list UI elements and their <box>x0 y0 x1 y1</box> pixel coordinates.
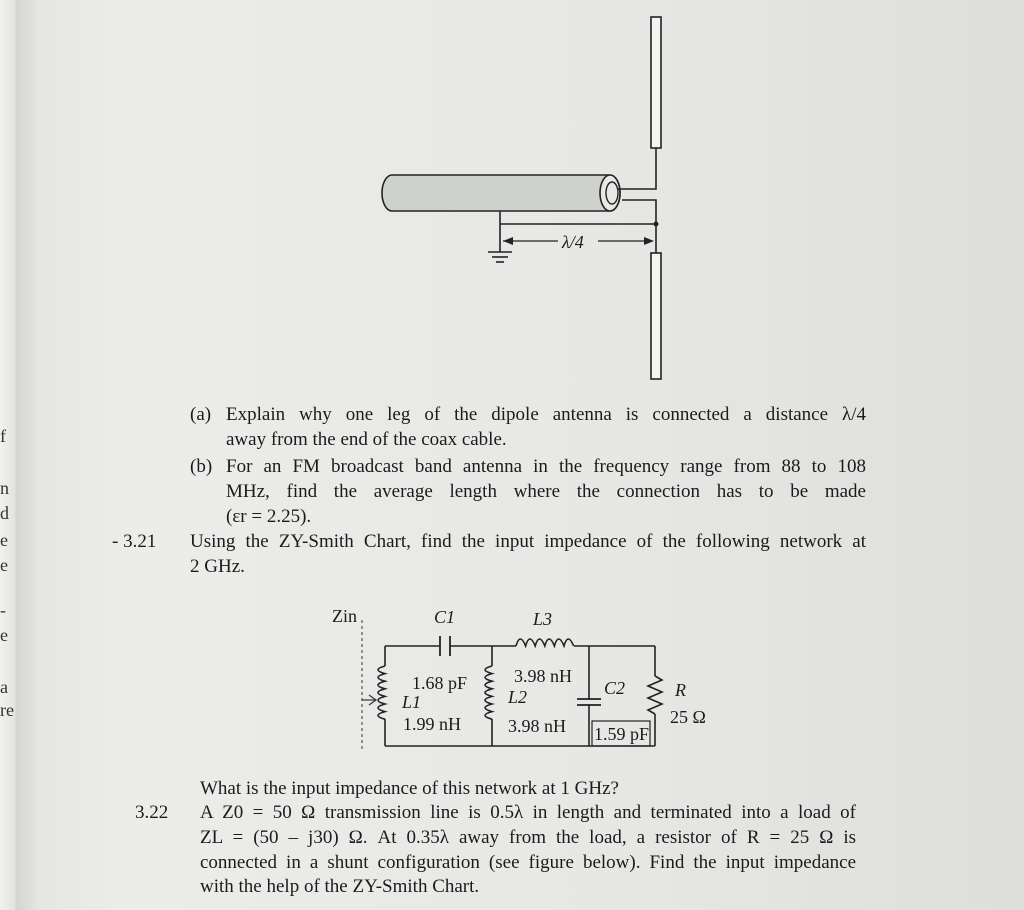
part-b-line-1: For an FM broadcast band antenna in the frequency range from 88 to 108 <box>226 456 866 477</box>
margin-letter: d <box>0 503 9 523</box>
l2-value: 3.98 nH <box>508 716 566 736</box>
margin-letter: e <box>0 530 8 550</box>
l1-coil <box>378 666 385 719</box>
l3-value: 3.98 nH <box>514 666 572 686</box>
r-zigzag <box>648 676 662 714</box>
c1-value: 1.68 pF <box>412 673 468 693</box>
part-a-marker: (a) <box>190 404 212 425</box>
margin-letter: e <box>0 625 8 645</box>
l2-coil <box>485 666 492 719</box>
part-a-line-2: away from the end of the coax cable. <box>226 429 507 450</box>
margin-letter: f <box>0 426 6 446</box>
problem-3-22-number: 3.22 <box>135 802 169 823</box>
problem-3-22-line-4: with the help of the ZY-Smith Chart. <box>200 876 480 897</box>
l1-label: L1 <box>402 692 422 712</box>
followup-question: What is the input impedance of this network at 1 GHz? <box>200 778 619 799</box>
l3-coil <box>516 639 574 646</box>
zin-label: Zin <box>332 606 357 626</box>
part-b-line-3: (εr = 2.25). <box>226 506 312 527</box>
c2-value: 1.59 pF <box>594 724 650 744</box>
problem-3-21-line-2: 2 GHz. <box>190 556 245 577</box>
problem-3-21-number: - 3.21 <box>112 531 157 552</box>
l3-label: L3 <box>533 609 553 629</box>
c2-label: C2 <box>604 678 626 698</box>
margin-letter: - <box>0 600 6 620</box>
part-a-line-1: Explain why one leg of the dipole antenna is connected a distance λ/4 <box>226 404 866 425</box>
c1-label: C1 <box>434 607 456 627</box>
l1-value: 1.99 nH <box>403 714 461 734</box>
margin-letter: n <box>0 478 9 498</box>
margin-letter: e <box>0 555 8 575</box>
r-label: R <box>675 680 686 700</box>
part-b-line-2: MHz, find the average length where the connection has to be made <box>226 481 866 502</box>
quarter-wave-label: λ/4 <box>562 232 584 252</box>
problem-3-21-line-1: Using the ZY-Smith Chart, find the input impedance of the following network at <box>190 531 866 552</box>
margin-letter: a <box>0 677 8 697</box>
r-value: 25 Ω <box>670 707 706 727</box>
margin-letter: re <box>0 700 14 720</box>
l2-label: L2 <box>508 687 528 707</box>
problem-3-22-line-1: A Z0 = 50 Ω transmission line is 0.5λ in length and terminated into a load of <box>200 802 856 823</box>
problem-3-22-line-2: ZL = (50 – j30) Ω. At 0.35λ away from the load, a resistor of R = 25 Ω is <box>200 827 856 848</box>
problem-3-22-line-3: connected in a shunt configuration (see figure below). Find the input impedance <box>200 852 856 873</box>
part-b-marker: (b) <box>190 456 213 477</box>
